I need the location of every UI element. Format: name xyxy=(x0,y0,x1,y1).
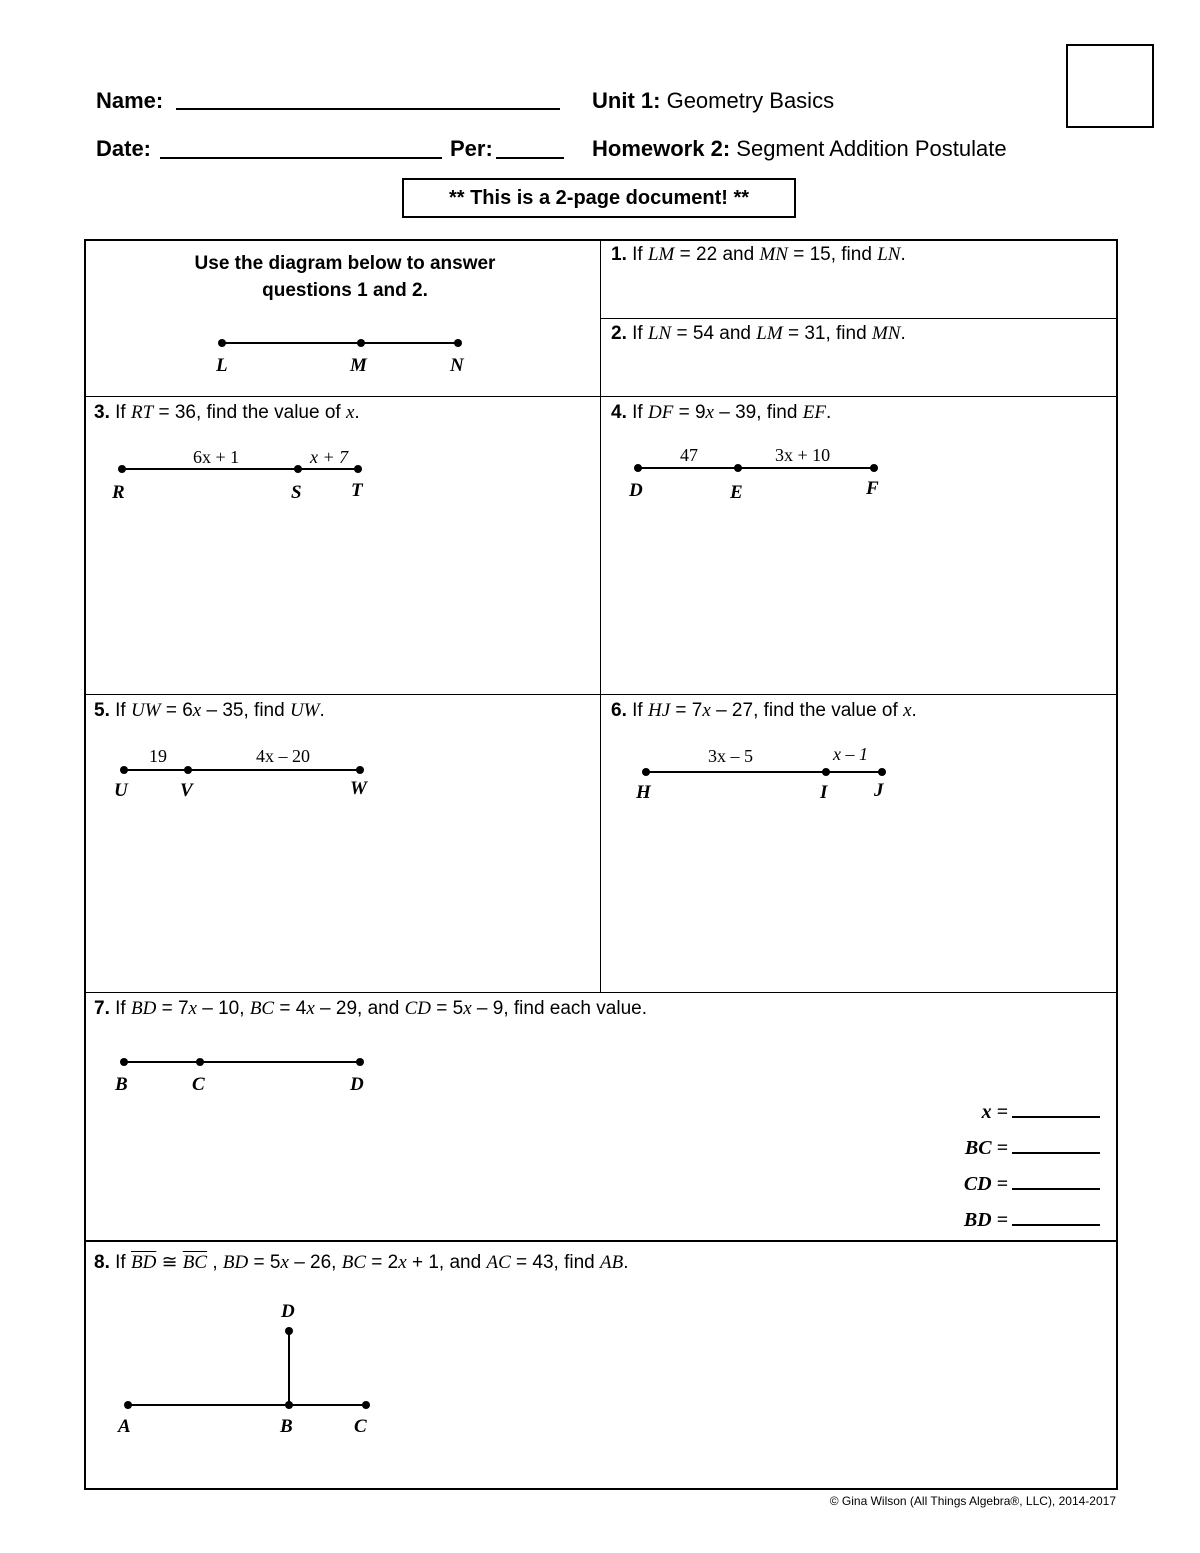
segment-label: x – 1 xyxy=(833,744,868,764)
two-page-banner: ** This is a 2-page document! ** xyxy=(402,178,796,218)
point-label: D xyxy=(629,480,643,501)
answer-blank[interactable] xyxy=(1012,1098,1100,1118)
question-8: 8. If $\overline{BD}$ ≅ $\overline{BC}$ , BD = 5x – 26, BC = 2x + 1, and AC = 43, find AB. xyxy=(94,1252,629,1273)
point-label: H xyxy=(636,782,651,803)
point-label: U xyxy=(114,780,128,801)
segment-label: 4x – 20 xyxy=(256,746,310,766)
diagram-abcd xyxy=(100,1295,400,1440)
point-label: C xyxy=(192,1074,205,1095)
diagram-hij xyxy=(620,740,910,805)
point-label: F xyxy=(866,478,879,499)
diagram-def xyxy=(620,440,900,505)
date-label: Date: xyxy=(96,136,152,161)
answer-bc: BC = xyxy=(965,1134,1100,1160)
point-label: V xyxy=(180,780,193,801)
answer-bd: BD = xyxy=(964,1206,1100,1232)
question-4: 4. If DF = 9x – 39, find EF. xyxy=(611,402,832,423)
point-label: C xyxy=(354,1416,367,1437)
name-label: Name: xyxy=(96,88,164,113)
grid-divider xyxy=(85,992,1117,993)
segment-label: 3x + 10 xyxy=(775,445,831,465)
point-label: N xyxy=(450,355,464,376)
grid-divider xyxy=(85,1240,1117,1242)
grid-divider xyxy=(85,396,1117,397)
segment-label: 3x – 5 xyxy=(708,746,753,766)
grid-divider xyxy=(85,694,1117,695)
answer-x: x = xyxy=(982,1098,1100,1124)
question-3: 3. If RT = 36, find the value of x. xyxy=(94,402,360,423)
intro-instructions: Use the diagram below to answer questions 1 and 2. xyxy=(194,253,496,301)
question-7: 7. If BD = 7x – 10, BC = 4x – 29, and CD = 5x – 9, find each value. xyxy=(94,998,647,1019)
point-label: S xyxy=(291,482,302,503)
diagram-bcd xyxy=(100,1050,390,1100)
segment-label: x + 7 xyxy=(310,447,349,467)
grid-divider xyxy=(600,240,601,993)
point-label: D xyxy=(350,1074,364,1095)
question-2: 2. If LN = 54 and LM = 31, find MN. xyxy=(611,323,906,344)
segment-label: 6x + 1 xyxy=(193,447,240,467)
answer-blank[interactable] xyxy=(1012,1134,1100,1154)
homework-heading: Homework 2: Segment Addition Postulate xyxy=(592,136,1007,161)
answer-blank[interactable] xyxy=(1012,1206,1100,1226)
diagram-rst xyxy=(100,440,390,505)
score-box[interactable] xyxy=(1066,44,1154,128)
point-label: J xyxy=(874,780,884,801)
question-5: 5. If UW = 6x – 35, find UW. xyxy=(94,700,325,721)
segment-label: 47 xyxy=(680,445,698,465)
point-label: T xyxy=(351,480,363,501)
point-label: A xyxy=(118,1416,131,1437)
answer-cd: CD = xyxy=(964,1170,1100,1196)
point-label: L xyxy=(216,355,228,376)
point-label: M xyxy=(350,355,367,376)
period-field[interactable] xyxy=(496,157,564,159)
point-label: W xyxy=(350,778,367,799)
unit-heading: Unit 1: Geometry Basics xyxy=(592,88,835,113)
point-label: R xyxy=(112,482,125,503)
point-label: D xyxy=(281,1301,295,1322)
segment-label: 19 xyxy=(149,746,167,766)
name-field[interactable] xyxy=(176,108,560,110)
copyright-footer: © Gina Wilson (All Things Algebra®, LLC), 2014-2017 xyxy=(829,1494,1116,1508)
grid-divider xyxy=(601,318,1117,319)
question-6: 6. If HJ = 7x – 27, find the value of x. xyxy=(611,700,917,721)
date-field[interactable] xyxy=(160,157,442,159)
point-label: I xyxy=(820,782,828,803)
diagram-lmn xyxy=(200,330,490,380)
point-label: B xyxy=(280,1416,293,1437)
question-1: 1. If LM = 22 and MN = 15, find LN. xyxy=(611,244,906,265)
point-label: E xyxy=(730,482,743,503)
answer-blank[interactable] xyxy=(1012,1170,1100,1190)
per-label: Per: xyxy=(450,136,493,161)
point-label: B xyxy=(115,1074,128,1095)
diagram-uvw xyxy=(100,740,390,805)
